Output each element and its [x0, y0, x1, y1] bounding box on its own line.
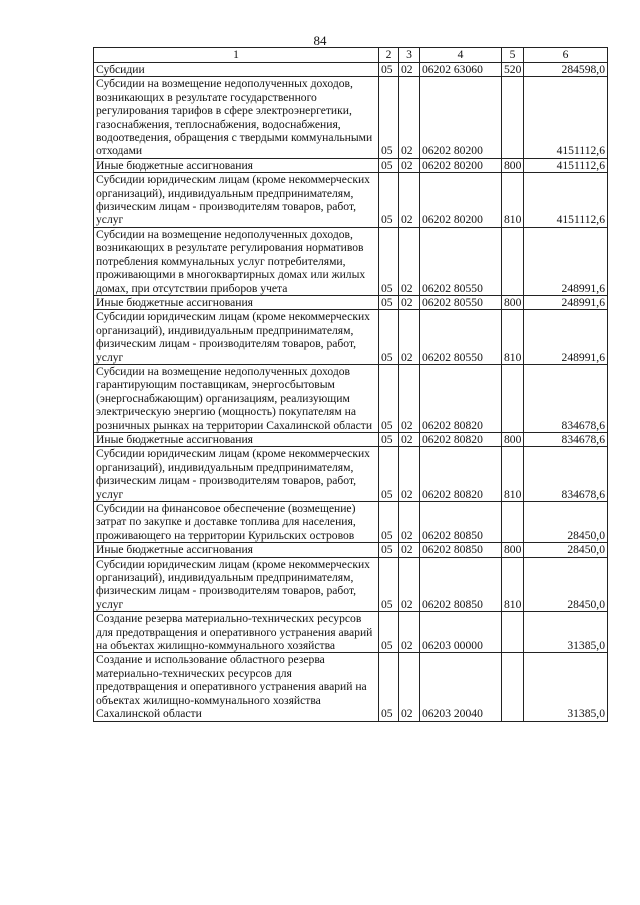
section-code-cell: 05 [379, 310, 399, 365]
page-number: 84 [313, 33, 327, 48]
row-name-cell: Субсидии на возмещение недополученных доходов, возникающих в результате регулирования нормативов потребления коммунальных услуг потребителями, проживающими в многоквартирных домах или жилых домах, при отсутствии приборов учета [94, 227, 379, 295]
section-code-cell: 05 [379, 364, 399, 432]
target-article-cell: 06203 20040 [420, 653, 502, 721]
row-name-cell: Иные бюджетные ассигнования [94, 295, 379, 309]
subsection-code-cell: 02 [399, 295, 420, 309]
target-article-cell: 06202 80200 [420, 77, 502, 158]
subsection-code-cell: 02 [399, 158, 420, 172]
section-code-cell: 05 [379, 557, 399, 612]
target-article-cell: 06202 80200 [420, 173, 502, 228]
expense-type-cell: 800 [502, 295, 524, 309]
table-row [94, 310, 608, 365]
target-article-cell: 06202 80850 [420, 502, 502, 543]
subsection-code-cell: 02 [399, 227, 420, 295]
expense-type-cell: 810 [502, 173, 524, 228]
row-name-cell: Иные бюджетные ассигнования [94, 543, 379, 557]
table-row [94, 557, 608, 612]
target-article-cell: 06202 80850 [420, 557, 502, 612]
target-article-cell: 06202 80820 [420, 364, 502, 432]
section-code-cell: 05 [379, 158, 399, 172]
section-code-cell: 05 [379, 502, 399, 543]
table-row [94, 543, 608, 557]
row-name-cell: Субсидии юридическим лицам (кроме некоммерческих организаций), индивидуальным предпринимателям, физическим лицам - производителям товаров, работ, услуг [94, 557, 379, 612]
row-name-cell: Создание и использование областного резерва материально-технических ресурсов для предотвращения и оперативного устранения аварий на объектах жилищно-коммунального хозяйства Сахалинской области [94, 653, 379, 721]
row-name-cell: Иные бюджетные ассигнования [94, 432, 379, 446]
column-header: 6 [524, 48, 608, 63]
section-code-cell: 05 [379, 653, 399, 721]
table-row [94, 364, 608, 432]
expense-type-cell [502, 364, 524, 432]
column-header: 3 [399, 48, 420, 63]
target-article-cell: 06202 80820 [420, 447, 502, 502]
subsection-code-cell: 02 [399, 543, 420, 557]
expense-type-cell [502, 227, 524, 295]
subsection-code-cell: 02 [399, 364, 420, 432]
expense-type-cell [502, 502, 524, 543]
target-article-cell: 06202 80550 [420, 295, 502, 309]
row-name-cell: Создание резерва материально-технических ресурсов для предотвращения и оперативного устранения аварий на объектах жилищно-коммунального хозяйства [94, 612, 379, 653]
amount-cell: 4151112,6 [524, 173, 608, 228]
section-code-cell: 05 [379, 612, 399, 653]
amount-cell: 248991,6 [524, 295, 608, 309]
amount-cell: 834678,6 [524, 432, 608, 446]
section-code-cell: 05 [379, 447, 399, 502]
subsection-code-cell: 02 [399, 653, 420, 721]
amount-cell: 28450,0 [524, 502, 608, 543]
target-article-cell: 06202 63060 [420, 63, 502, 77]
subsection-code-cell: 02 [399, 77, 420, 158]
target-article-cell: 06203 00000 [420, 612, 502, 653]
expense-type-cell: 800 [502, 543, 524, 557]
row-name-cell: Субсидии на возмещение недополученных доходов гарантирующим поставщикам, энергосбытовым (энергоснабжающим) организациям, реализующим электрическую энергию (мощность) покупателям на розничных рынках на территории Сахалинской области [94, 364, 379, 432]
subsection-code-cell: 02 [399, 432, 420, 446]
subsection-code-cell: 02 [399, 310, 420, 365]
column-number-row [94, 48, 608, 63]
table-row [94, 432, 608, 446]
column-header: 1 [94, 48, 379, 63]
table-row [94, 612, 608, 653]
amount-cell: 4151112,6 [524, 158, 608, 172]
column-header: 5 [502, 48, 524, 63]
subsection-code-cell: 02 [399, 612, 420, 653]
table-row [94, 653, 608, 721]
target-article-cell: 06202 80200 [420, 158, 502, 172]
table-row [94, 77, 608, 158]
amount-cell: 28450,0 [524, 557, 608, 612]
amount-cell: 834678,6 [524, 447, 608, 502]
amount-cell: 248991,6 [524, 310, 608, 365]
amount-cell: 834678,6 [524, 364, 608, 432]
section-code-cell: 05 [379, 63, 399, 77]
subsection-code-cell: 02 [399, 173, 420, 228]
expense-type-cell [502, 653, 524, 721]
expense-type-cell: 520 [502, 63, 524, 77]
amount-cell: 248991,6 [524, 227, 608, 295]
amount-cell: 284598,0 [524, 63, 608, 77]
row-name-cell: Субсидии на возмещение недополученных доходов, возникающих в результате государственного регулирования тарифов в сфере электроэнергетики, газоснабжения, теплоснабжения, водоснабжения, водоотведения, обращения с твердыми коммунальными отходами [94, 77, 379, 158]
target-article-cell: 06202 80850 [420, 543, 502, 557]
budget-table [93, 47, 608, 722]
expense-type-cell: 810 [502, 310, 524, 365]
target-article-cell: 06202 80550 [420, 310, 502, 365]
expense-type-cell [502, 612, 524, 653]
target-article-cell: 06202 80550 [420, 227, 502, 295]
subsection-code-cell: 02 [399, 557, 420, 612]
amount-cell: 28450,0 [524, 543, 608, 557]
table-row [94, 173, 608, 228]
row-name-cell: Субсидии [94, 63, 379, 77]
section-code-cell: 05 [379, 432, 399, 446]
expense-type-cell: 810 [502, 557, 524, 612]
row-name-cell: Субсидии на финансовое обеспечение (возмещение) затрат по закупке и доставке топлива для населения, проживающего на территории Курильских островов [94, 502, 379, 543]
table-row [94, 447, 608, 502]
amount-cell: 31385,0 [524, 653, 608, 721]
target-article-cell: 06202 80820 [420, 432, 502, 446]
subsection-code-cell: 02 [399, 502, 420, 543]
expense-type-cell: 810 [502, 447, 524, 502]
subsection-code-cell: 02 [399, 447, 420, 502]
row-name-cell: Иные бюджетные ассигнования [94, 158, 379, 172]
amount-cell: 31385,0 [524, 612, 608, 653]
subsection-code-cell: 02 [399, 63, 420, 77]
column-header: 2 [379, 48, 399, 63]
table-row [94, 502, 608, 543]
table-row [94, 295, 608, 309]
section-code-cell: 05 [379, 173, 399, 228]
section-code-cell: 05 [379, 77, 399, 158]
column-header: 4 [420, 48, 502, 63]
section-code-cell: 05 [379, 295, 399, 309]
table-row [94, 63, 608, 77]
table-row [94, 158, 608, 172]
expense-type-cell: 800 [502, 432, 524, 446]
row-name-cell: Субсидии юридическим лицам (кроме некоммерческих организаций), индивидуальным предпринимателям, физическим лицам - производителям товаров, работ, услуг [94, 310, 379, 365]
section-code-cell: 05 [379, 543, 399, 557]
table-row [94, 227, 608, 295]
row-name-cell: Субсидии юридическим лицам (кроме некоммерческих организаций), индивидуальным предпринимателям, физическим лицам - производителям товаров, работ, услуг [94, 447, 379, 502]
row-name-cell: Субсидии юридическим лицам (кроме некоммерческих организаций), индивидуальным предпринимателям, физическим лицам - производителям товаров, работ, услуг [94, 173, 379, 228]
amount-cell: 4151112,6 [524, 77, 608, 158]
expense-type-cell [502, 77, 524, 158]
section-code-cell: 05 [379, 227, 399, 295]
expense-type-cell: 800 [502, 158, 524, 172]
